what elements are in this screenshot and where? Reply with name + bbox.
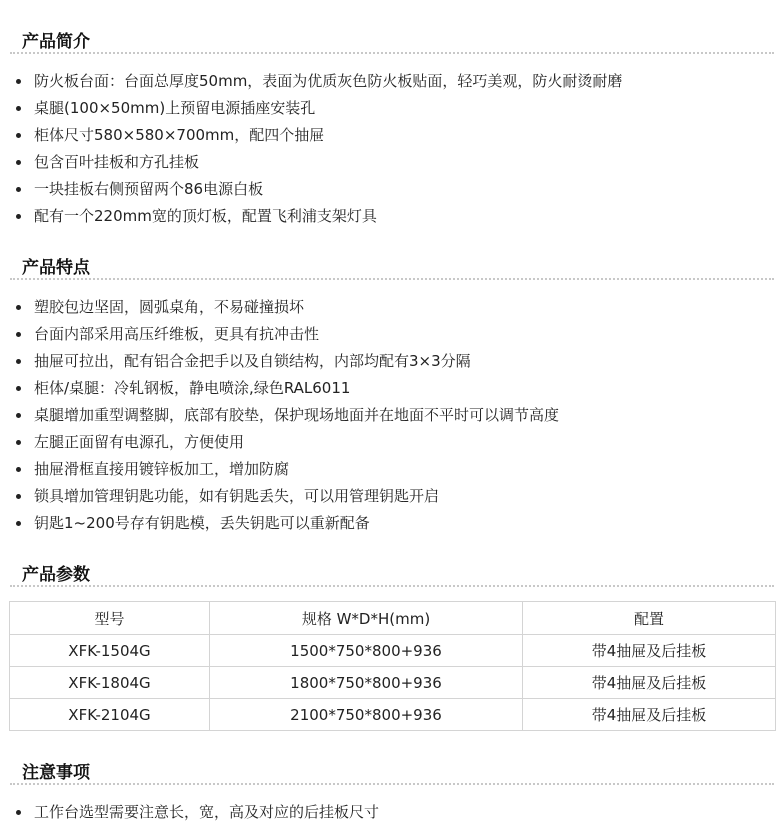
notes-list [10,799,770,826]
table-row [10,667,776,699]
column-header-model: 型号 [10,602,210,635]
section-divider [10,278,774,280]
section-title-intro: 产品简介 [22,32,90,52]
section-divider [10,52,774,54]
table-cell-spec: 1500*750*800+936 [210,635,523,667]
column-header-config: 配置 [523,602,776,635]
list-item: 抽屉滑框直接用镀锌板加工，增加防腐 [10,456,770,483]
table-cell-model: XFK-1504G [10,635,210,667]
section-divider [10,585,774,587]
section-divider [10,783,774,785]
table-cell-model: XFK-1804G [10,667,210,699]
table-cell-spec: 2100*750*800+936 [210,699,523,731]
table-row [10,699,776,731]
table-cell-spec: 1800*750*800+936 [210,667,523,699]
list-item: 抽屉可拉出，配有铝合金把手以及自锁结构，内部均配有3×3分隔 [10,348,770,375]
table-row [10,635,776,667]
list-item: 工作台选型需要注意长，宽，高及对应的后挂板尺寸 [10,799,770,826]
table-cell-config: 带4抽屉及后挂板 [523,635,776,667]
table-cell-model: XFK-2104G [10,699,210,731]
list-item: 钥匙1~200号存有钥匙模，丢失钥匙可以重新配备 [10,510,770,537]
list-item: 塑胶包边坚固，圆弧桌角，不易碰撞损坏 [10,294,770,321]
list-item: 左腿正面留有电源孔，方便使用 [10,429,770,456]
section-title-params: 产品参数 [22,565,90,585]
section-title-notes: 注意事项 [22,763,90,783]
features-list [10,294,770,537]
list-item: 柜体尺寸580×580×700mm，配四个抽屉 [10,122,770,149]
list-item: 锁具增加管理钥匙功能，如有钥匙丢失，可以用管理钥匙开启 [10,483,770,510]
list-item: 一块挂板右侧预留两个86电源白板 [10,176,770,203]
table-cell-config: 带4抽屉及后挂板 [523,667,776,699]
list-item: 台面内部采用高压纤维板，更具有抗冲击性 [10,321,770,348]
column-header-spec: 规格 W*D*H(mm) [210,602,523,635]
list-item: 桌腿(100×50mm)上预留电源插座安装孔 [10,95,770,122]
table-cell-config: 带4抽屉及后挂板 [523,699,776,731]
list-item: 柜体/桌腿：冷轧钢板，静电喷涂,绿色RAL6011 [10,375,770,402]
table-header-row [10,602,776,635]
intro-list [10,68,770,230]
list-item: 包含百叶挂板和方孔挂板 [10,149,770,176]
list-item: 桌腿增加重型调整脚，底部有胶垫，保护现场地面并在地面不平时可以调节高度 [10,402,770,429]
list-item: 防火板台面：台面总厚度50mm，表面为优质灰色防火板贴面，轻巧美观，防火耐烫耐磨 [10,68,770,95]
params-table [9,601,776,731]
list-item: 配有一个220mm宽的顶灯板，配置飞利浦支架灯具 [10,203,770,230]
section-title-features: 产品特点 [22,258,90,278]
